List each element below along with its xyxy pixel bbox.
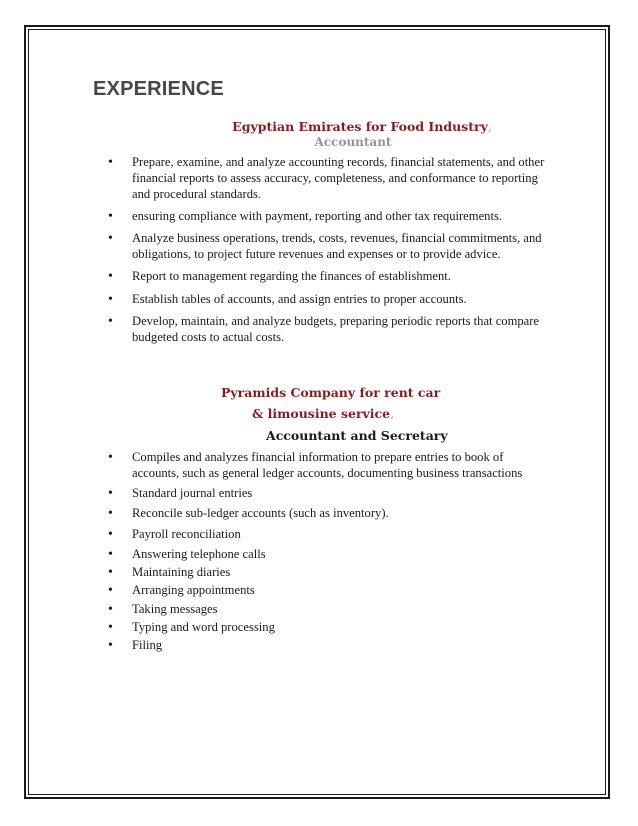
job-2-company-line-1: Pyramids Company for rent car bbox=[221, 385, 441, 400]
job-1-company: Egyptian Emirates for Food Industry bbox=[232, 119, 488, 134]
job-1-company-line bbox=[0, 118, 638, 136]
job-1-duties-list bbox=[108, 155, 548, 352]
list-item: • Prepare, examine, and analyze accounting records, financial statements, and other financial reports to assess accuracy, completeness, and conformance to reporting and procedural standards. bbox=[108, 155, 548, 202]
list-item: • Maintaining diaries bbox=[108, 565, 548, 581]
list-item: • Payroll reconciliation bbox=[108, 527, 548, 543]
list-item: • Arranging appointments bbox=[108, 583, 548, 599]
list-item: • Standard journal entries bbox=[108, 486, 548, 502]
job-2-company-line-2 bbox=[252, 406, 394, 421]
job-2-company-line-2-text: & limousine service bbox=[252, 406, 391, 421]
list-item: • Typing and word processing bbox=[108, 620, 548, 636]
list-item: • Answering telephone calls bbox=[108, 547, 548, 563]
job-1-separator: , bbox=[487, 119, 492, 134]
list-item: • Analyze business operations, trends, costs, revenues, financial commitments, and obligations, to project future revenues and expenses or to provide advice. bbox=[108, 231, 548, 263]
list-item: • ensuring compliance with payment, reporting and other tax requirements. bbox=[108, 209, 548, 225]
list-item: • Report to management regarding the finances of establishment. bbox=[108, 269, 548, 285]
list-item: • Compiles and analyzes financial information to prepare entries to book of accounts, such as general ledger accounts, documenting business transactions bbox=[108, 450, 548, 482]
section-title: EXPERIENCE bbox=[93, 78, 224, 100]
list-item: • Reconcile sub-ledger accounts (such as inventory). bbox=[108, 506, 548, 522]
list-item: • Develop, maintain, and analyze budgets, preparing periodic reports that compare budgeted costs to actual costs. bbox=[108, 314, 548, 346]
job-2-duties-list bbox=[108, 450, 548, 656]
list-item: • Taking messages bbox=[108, 602, 548, 618]
list-item: • Establish tables of accounts, and assign entries to proper accounts. bbox=[108, 292, 548, 308]
job-1-role-line bbox=[0, 135, 638, 149]
job-2-role: Accountant and Secretary bbox=[266, 428, 448, 443]
job-2-separator: , bbox=[390, 406, 395, 421]
list-item: • Filing bbox=[108, 638, 548, 654]
job-1-role: Accountant bbox=[314, 135, 392, 149]
